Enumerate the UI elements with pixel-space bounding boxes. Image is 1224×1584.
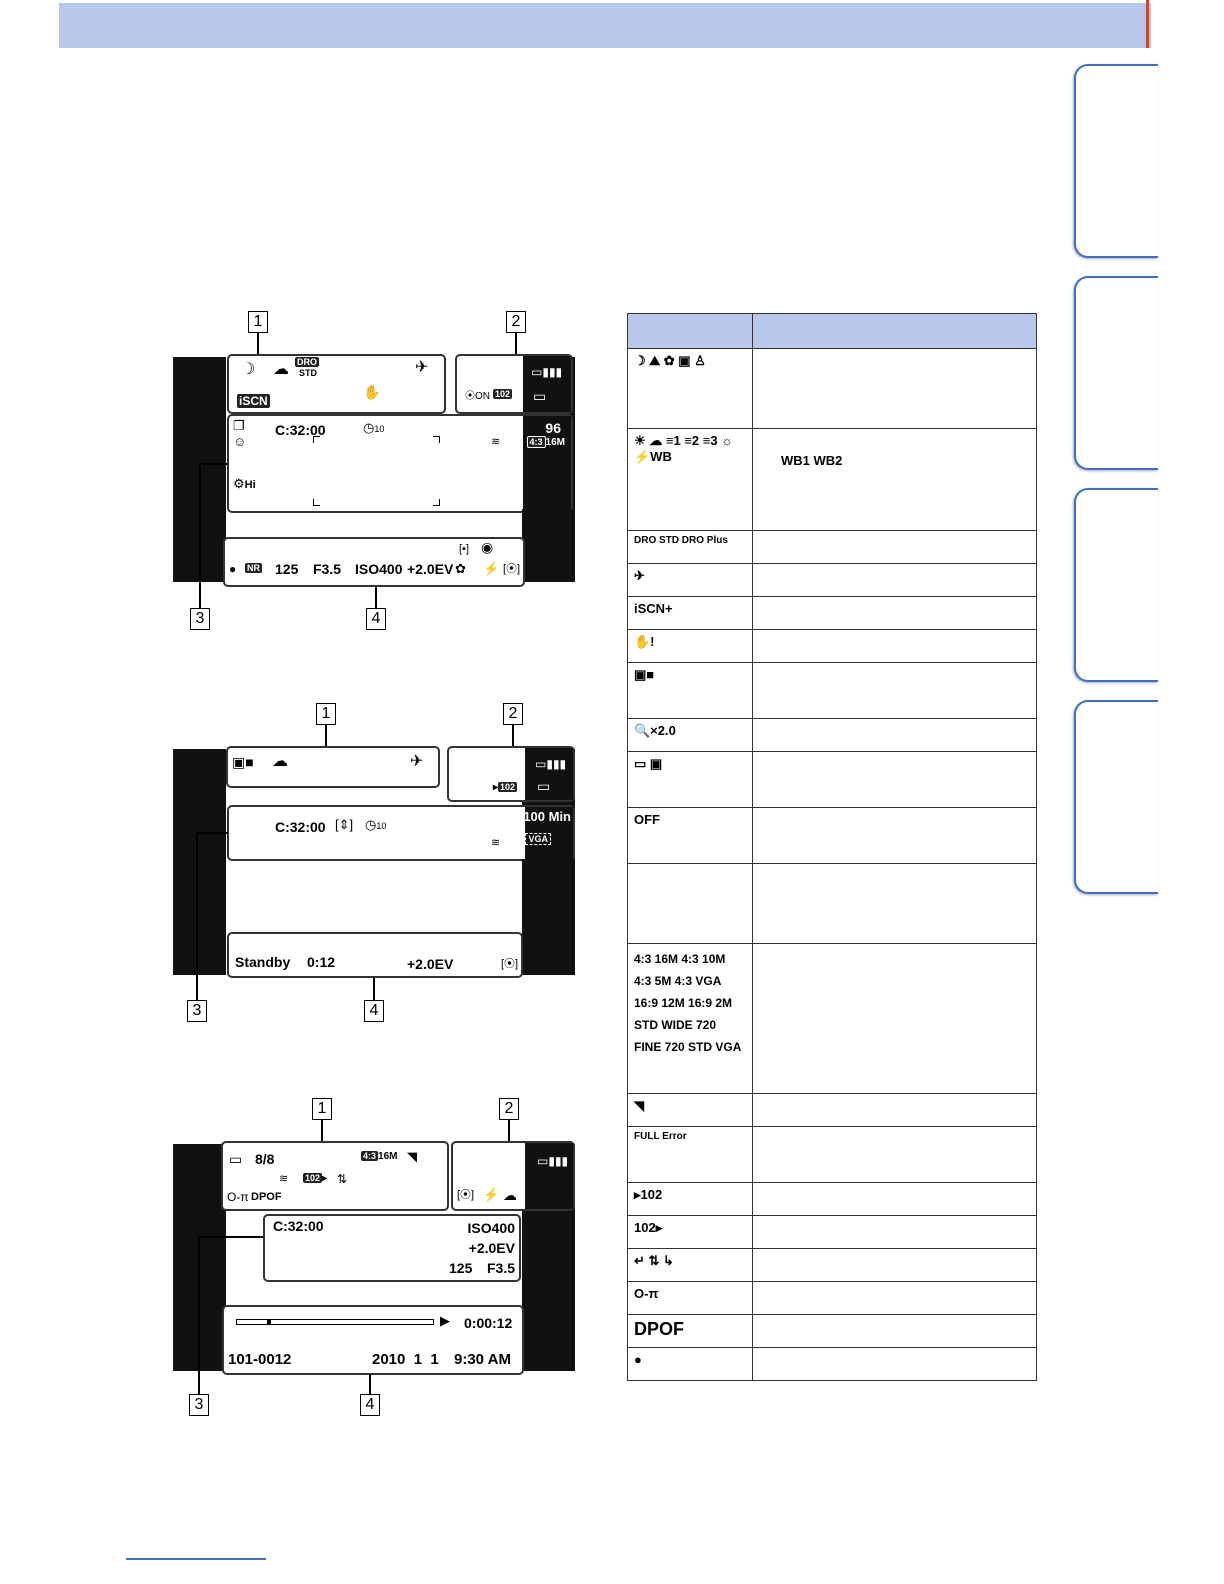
icon-cell: OFF <box>628 808 753 864</box>
callout-2: 2 <box>499 1098 519 1120</box>
leader-line <box>199 463 201 608</box>
icon-cell: FULL Error <box>628 1127 753 1183</box>
aperture: F3.5 <box>486 1260 515 1276</box>
self-timer-icon: ◷10 <box>363 420 385 435</box>
table-row <box>628 808 1037 864</box>
nr-label: NR <box>247 563 260 573</box>
icon-cell: ✈ <box>628 564 753 597</box>
area-3 <box>227 414 573 513</box>
cloud-icon: ☁ <box>272 753 288 770</box>
exposure: +2.0EV <box>407 956 454 972</box>
icon-cell: ☀ ☁ ≡1 ≡2 ≡3 ☼ ⚡WB <box>628 429 753 531</box>
exposure: +2.0EV <box>468 1240 515 1256</box>
internal-memory-icon: ≋ <box>491 436 501 448</box>
icon-cell: DPOF <box>628 1315 753 1348</box>
note-cell <box>753 719 1037 752</box>
icon-cell: ◥ <box>628 1094 753 1127</box>
file-number: 101-0012 <box>228 1351 292 1368</box>
movie-mode-icon: ▣■ <box>232 754 254 770</box>
icon-cell: 102▸ <box>628 1216 753 1249</box>
flash-icon: ⚡ <box>483 1187 500 1202</box>
callout-1: 1 <box>316 703 336 725</box>
rec-remaining: 100 Min <box>523 809 571 824</box>
callout-1: 1 <box>248 311 268 333</box>
cloud-icon: ☁ <box>273 361 289 378</box>
image-size: 4:3 16M <box>527 436 565 448</box>
lcd-screen-still <box>173 357 575 582</box>
scene-hi-icon: ⚙Hi <box>233 476 256 491</box>
folder-label: 102 ▸ <box>305 1173 328 1184</box>
memory-card-icon: ▭ <box>537 778 551 794</box>
flash-icon: ⚡ <box>483 561 500 576</box>
leader-line <box>508 1120 510 1142</box>
icon-cell: ↵ ⇅ ↳ <box>628 1249 753 1282</box>
metering-icon: [⦿] <box>457 1189 475 1201</box>
note-cell <box>753 1348 1037 1381</box>
memory-card-icon: ▭ <box>533 388 547 404</box>
icon-reference-table <box>627 313 1037 1381</box>
note-cell <box>753 564 1037 597</box>
metering-spot-icon: [▪] <box>459 543 470 555</box>
leader-line <box>200 463 228 465</box>
leader-line <box>325 725 327 747</box>
callout-3: 3 <box>187 1000 207 1022</box>
note-cell <box>753 630 1037 663</box>
area-3 <box>263 1214 521 1282</box>
table-row <box>628 1249 1037 1282</box>
dpof-label: DPOF <box>251 1191 282 1203</box>
table-row <box>628 1282 1037 1315</box>
side-tab-4[interactable] <box>1074 700 1158 894</box>
callout-2: 2 <box>506 311 526 333</box>
area-4 <box>222 1305 524 1375</box>
table-row <box>628 1183 1037 1216</box>
dro-label: DRO <box>297 357 317 367</box>
metering-icon: [⦿] <box>501 958 519 970</box>
header-accent <box>1146 0 1149 48</box>
iso: ISO400 <box>467 1220 515 1236</box>
note-cell <box>753 1315 1037 1348</box>
leader-line <box>375 586 377 608</box>
internal-memory-icon: ≋ <box>491 837 501 849</box>
image-size: 4:3 16M <box>363 1151 398 1162</box>
note-cell <box>753 1249 1037 1282</box>
folder-label: 102 <box>495 389 511 399</box>
play-icon[interactable]: ▶ <box>440 1313 450 1328</box>
leader-line <box>198 1236 200 1394</box>
table-row <box>628 1127 1037 1183</box>
leader-line <box>321 1120 323 1142</box>
table-row <box>628 719 1037 752</box>
rec-time: C:32:00 <box>275 422 326 438</box>
callout-4: 4 <box>366 608 386 630</box>
table-row <box>628 630 1037 663</box>
header-bar <box>59 3 1151 48</box>
area-4 <box>227 932 523 978</box>
table-row <box>628 531 1037 564</box>
callout-1: 1 <box>312 1098 332 1120</box>
leader-line <box>515 333 517 355</box>
note-cell <box>753 663 1037 719</box>
table-row <box>628 564 1037 597</box>
metering-icon: [⦿] <box>503 563 521 575</box>
icon-cell: ✋! <box>628 630 753 663</box>
self-timer-icon: ◷10 <box>365 817 387 832</box>
icon-cell: iSCN+ <box>628 597 753 630</box>
note-cell <box>753 349 1037 429</box>
time: 9:30 AM <box>454 1351 511 1368</box>
steadyshot-icon: [⇕] <box>335 817 354 832</box>
area-1 <box>227 354 446 414</box>
rec-dot-icon: ● <box>229 562 237 576</box>
exposure: +2.0EV <box>407 561 454 577</box>
area-2 <box>447 746 575 802</box>
airplane-icon: ✈ <box>410 753 424 770</box>
table-row <box>628 1315 1037 1348</box>
note-cell <box>753 1282 1037 1315</box>
battery-icon: ▭▮▮▮ <box>537 1154 569 1168</box>
note-cell <box>753 864 1037 944</box>
table-row <box>628 1348 1037 1381</box>
icon-cell: DRO STD DRO Plus <box>628 531 753 564</box>
table-row <box>628 597 1037 630</box>
area-2 <box>451 1141 575 1211</box>
area-1 <box>226 746 440 788</box>
icon-cell: ● <box>628 1348 753 1381</box>
table-row <box>628 752 1037 808</box>
leader-line <box>512 725 514 747</box>
eye-fi-icon: ◥ <box>407 1149 417 1164</box>
table-row <box>628 663 1037 719</box>
elapsed-time: 0:12 <box>307 954 336 970</box>
side-tab-1[interactable] <box>1074 64 1158 258</box>
shake-warning-icon: ✋ <box>363 384 381 400</box>
area-4 <box>223 537 525 587</box>
note-cell <box>753 752 1037 808</box>
table-row <box>628 864 1037 944</box>
icon-cell: ▭ ▣ <box>628 752 753 808</box>
shutter-speed: 125 <box>449 1260 473 1276</box>
playback-time: 0:00:12 <box>464 1315 513 1331</box>
macro-icon: ✿ <box>455 561 466 576</box>
memory-card-icon: ▭ <box>229 1151 243 1167</box>
side-tab-3[interactable] <box>1074 488 1158 682</box>
icon-cell: ▸102 <box>628 1183 753 1216</box>
leader-line <box>199 1236 263 1238</box>
folder-label: ▸ 102 <box>493 782 516 793</box>
note-cell <box>753 597 1037 630</box>
protect-icon: O-π <box>227 1190 249 1204</box>
table-header <box>628 314 1037 349</box>
leader-line <box>369 1374 371 1394</box>
icon-cell: O-π <box>628 1282 753 1315</box>
area-1 <box>221 1141 449 1211</box>
rec-time: C:32:00 <box>273 1218 324 1234</box>
leader-line <box>373 978 375 1000</box>
table-row <box>628 349 1037 429</box>
callout-4: 4 <box>360 1394 380 1416</box>
internal-memory-icon: ≋ <box>279 1173 289 1185</box>
red-eye-icon: ◉ <box>481 539 494 555</box>
dro-mode: STD <box>299 368 317 378</box>
iso: ISO400 <box>355 561 403 577</box>
icon-cell: 4:3 16M 4:3 10M 4:3 5M 4:3 VGA 16:9 12M 16:9 2M STD WIDE 720 FINE 720 STD VGA <box>628 944 753 1094</box>
shutter-speed: 125 <box>275 561 299 577</box>
note-cell <box>753 1094 1037 1127</box>
note-cell: WB1 WB2 <box>753 429 1037 531</box>
battery-icon: ▭▮▮▮ <box>531 365 563 379</box>
burst-icon: ❐ <box>233 418 245 433</box>
icon-cell: ▣■ <box>628 663 753 719</box>
callout-3: 3 <box>190 608 210 630</box>
note-cell <box>753 1183 1037 1216</box>
icon-cell: ☽ ⛰ ✿ ▣ ♙ <box>628 349 753 429</box>
shots-left: 96 <box>545 420 561 436</box>
airplane-icon: ✈ <box>415 359 429 376</box>
moon-icon: ☽ <box>241 361 256 378</box>
area-3 <box>227 805 575 861</box>
table-row <box>628 429 1037 531</box>
icon-cell: 🔍×2.0 <box>628 719 753 752</box>
icon-cell <box>628 864 753 944</box>
table-row <box>628 1094 1037 1127</box>
iscn-label: iSCN <box>239 394 268 408</box>
note-cell <box>753 1216 1037 1249</box>
table-row <box>628 1216 1037 1249</box>
battery-icon: ▭▮▮▮ <box>535 757 567 771</box>
aperture: F3.5 <box>313 561 342 577</box>
lcd-screen-movie <box>173 749 575 975</box>
note-cell <box>753 531 1037 564</box>
callout-4: 4 <box>364 1000 384 1022</box>
leader-line <box>257 333 259 355</box>
standby-label: Standby <box>235 954 291 970</box>
rotate-icon: ⇅ <box>337 1172 348 1186</box>
table-row <box>628 944 1037 1094</box>
leader-line <box>197 832 228 834</box>
side-tab-2[interactable] <box>1074 276 1158 470</box>
face-detect-icon: ⦿ON <box>465 391 490 402</box>
image-count: 8/8 <box>255 1151 275 1167</box>
smile-shutter-icon: ☺ <box>233 434 247 449</box>
movie-size: VGA <box>525 833 551 845</box>
cloud-icon: ☁ <box>503 1187 517 1203</box>
playback-progress-handle[interactable] <box>267 1319 271 1325</box>
date: 2010 1 1 <box>372 1351 439 1368</box>
callout-3: 3 <box>189 1394 209 1416</box>
area-2 <box>455 354 573 414</box>
note-cell <box>753 944 1037 1094</box>
footer-link-underline[interactable] <box>126 1558 266 1560</box>
note-cell <box>753 808 1037 864</box>
lcd-screen-playback <box>173 1144 575 1371</box>
rec-time: C:32:00 <box>275 819 326 835</box>
leader-line <box>196 832 198 1000</box>
note-cell <box>753 1127 1037 1183</box>
playback-progress[interactable] <box>236 1319 434 1325</box>
callout-2: 2 <box>503 703 523 725</box>
